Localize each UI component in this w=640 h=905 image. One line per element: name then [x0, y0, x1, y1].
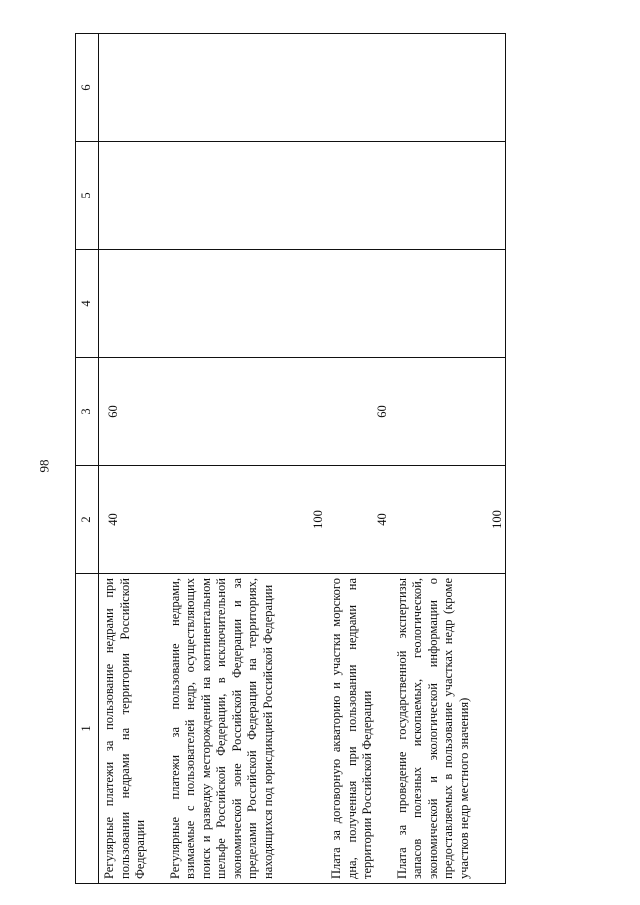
column-header: 1	[76, 574, 99, 884]
column-header: 3	[76, 358, 99, 466]
table-cell	[165, 466, 327, 574]
column-header: 2	[76, 466, 99, 574]
table-row	[165, 34, 327, 884]
table-cell	[326, 142, 392, 250]
share-value: 40	[106, 513, 120, 526]
share-value: 60	[375, 405, 389, 418]
table-cell	[99, 34, 165, 142]
table-cell	[326, 358, 392, 466]
payment-description: Плата за проведение государственной экспертизы запасов полезных ископаемых, геологической, экономической и экологической информации о предоставляемых в пользование участках недр (кроме участков недр местного значения)	[392, 574, 506, 884]
column-header: 6	[76, 34, 99, 142]
table-cell	[392, 250, 506, 358]
table-cell	[326, 34, 392, 142]
payment-description: Регулярные платежи за пользование недрами, взимаемые с пользователей недр, осуществляющих поиск и разведку месторождений на континентальном шельфе Российской Федерации, в исключительной экономической зоне Российской Федерации и за пределами Российской Федерации на территориях, находящихся под юрисдикцией Российской Федерации	[165, 574, 327, 884]
table-cell	[326, 466, 392, 574]
table-cell	[165, 142, 327, 250]
table-cell	[392, 34, 506, 142]
revenue-distribution-table	[75, 33, 506, 884]
payment-description: Регулярные платежи за пользование недрами при пользовании недрами на территории Российской Федерации	[99, 574, 165, 884]
table-row	[99, 34, 165, 884]
table-cell	[99, 142, 165, 250]
table-cell	[165, 358, 327, 466]
table-cell	[99, 466, 165, 574]
share-value: 60	[106, 405, 120, 418]
table-cell	[99, 250, 165, 358]
table-cell	[326, 250, 392, 358]
table-cell	[165, 34, 327, 142]
table-cell	[165, 250, 327, 358]
table-cell	[392, 466, 506, 574]
table-cell	[392, 142, 506, 250]
share-value: 40	[375, 513, 389, 526]
column-header: 5	[76, 142, 99, 250]
page-number: 98	[36, 459, 52, 473]
table-header-row	[76, 34, 99, 884]
table-row	[392, 34, 506, 884]
column-header: 4	[76, 250, 99, 358]
payment-description: Плата за договорную акваторию и участки морского дна, полученная при пользовании недрами на территории Российской Федерации	[326, 574, 392, 884]
share-value: 100	[489, 510, 504, 529]
table-cell	[392, 358, 506, 466]
rotated-page-content	[75, 34, 635, 884]
table-cell	[99, 358, 165, 466]
table-row	[326, 34, 392, 884]
share-value: 100	[310, 510, 325, 529]
